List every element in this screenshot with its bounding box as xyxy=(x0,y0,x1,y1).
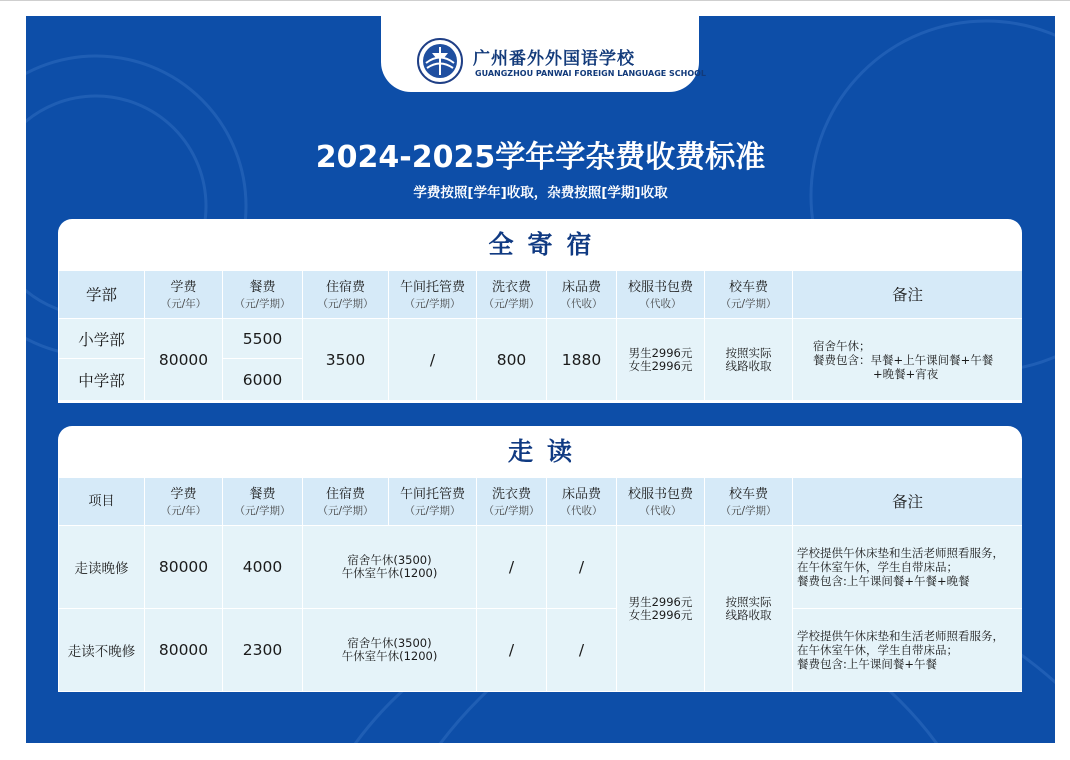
header-cell: 校服书包费 （代收） xyxy=(617,271,705,319)
boarding-fee-panel xyxy=(58,219,1022,403)
header-cell: 校车费 （元/学期） xyxy=(705,478,793,526)
header-cell: 学费 （元/年） xyxy=(145,478,223,526)
day-bedding-fee: / xyxy=(547,526,617,609)
day-tuition: 80000 xyxy=(145,609,223,692)
table-header-row xyxy=(59,478,1023,526)
boarding-noon-care-fee: / xyxy=(389,319,477,401)
day-care-options: 宿舍午休(3500) 午休室午休(1200) xyxy=(303,609,477,692)
day-uniform-fee: 男生2996元 女生2996元 xyxy=(617,526,705,692)
header-cell: 餐费 （元/学期） xyxy=(223,271,303,319)
day-bus-fee: 按照实际 线路收取 xyxy=(705,526,793,692)
boarding-uniform-fee: 男生2996元 女生2996元 xyxy=(617,319,705,401)
boarding-bus-fee: 按照实际 线路收取 xyxy=(705,319,793,401)
day-meal-fee: 4000 xyxy=(223,526,303,609)
header-cell: 校车费 （元/学期） xyxy=(705,271,793,319)
school-name-chinese: 广州番外外国语学校 xyxy=(473,49,635,69)
header-cell: 学费 （元/年） xyxy=(145,271,223,319)
header-cell: 备注 xyxy=(793,478,1023,526)
boarding-tuition: 80000 xyxy=(145,319,223,401)
boarding-panel-title: 全寄宿 xyxy=(488,230,606,259)
division-primary: 小学部 xyxy=(59,319,145,359)
day-bedding-fee: / xyxy=(547,609,617,692)
top-border-line xyxy=(0,0,1070,1)
day-meal-fee: 2300 xyxy=(223,609,303,692)
boarding-fee-table xyxy=(58,270,1022,401)
day-notes: 学校提供午休床垫和生活老师照看服务， 在午休室午休，学生自带床品； 餐费包含:上午课间餐+午餐 xyxy=(793,609,1023,692)
meal-fee-primary: 5500 xyxy=(223,319,303,359)
header-cell: 洗衣费 （元/学期） xyxy=(477,271,547,319)
day-laundry-fee: / xyxy=(477,526,547,609)
day-item-no-evening-study: 走读不晚修 xyxy=(59,609,145,692)
boarding-bedding-fee: 1880 xyxy=(547,319,617,401)
table-row xyxy=(59,609,1023,692)
table-row xyxy=(59,319,1023,359)
school-logo-tab xyxy=(381,16,707,92)
day-panel-title: 走读 xyxy=(507,437,586,466)
day-notes: 学校提供午休床垫和生活老师照看服务， 在午休室午休，学生自带床品； 餐费包含:上午课间餐+午餐+晚餐 xyxy=(793,526,1023,609)
day-item-evening-study: 走读晚修 xyxy=(59,526,145,609)
day-care-options: 宿舍午休(3500) 午休室午休(1200) xyxy=(303,526,477,609)
header-cell: 备注 xyxy=(793,271,1023,319)
fee-poster xyxy=(26,16,1055,743)
header-cell: 餐费 （元/学期） xyxy=(223,478,303,526)
header-cell: 洗衣费 （元/学期） xyxy=(477,478,547,526)
day-fee-table xyxy=(58,477,1022,692)
boarding-accommodation-fee: 3500 xyxy=(303,319,389,401)
header-cell: 住宿费 （元/学期） xyxy=(303,271,389,319)
school-name-english: GUANGZHOU PANWAI FOREIGN LANGUAGE SCHOOL xyxy=(475,69,707,78)
header-cell: 午间托管费 （元/学期） xyxy=(389,478,477,526)
header-cell: 住宿费 （元/学期） xyxy=(303,478,389,526)
page-title: 2024-2025学年学杂费收费标准 xyxy=(315,140,766,175)
table-row xyxy=(59,526,1023,609)
header-cell: 午间托管费 （元/学期） xyxy=(389,271,477,319)
header-cell: 学部 xyxy=(59,271,145,319)
boarding-laundry-fee: 800 xyxy=(477,319,547,401)
table-header-row xyxy=(59,271,1023,319)
day-laundry-fee: / xyxy=(477,609,547,692)
header-cell: 床品费 （代收） xyxy=(547,271,617,319)
header-cell: 床品费 （代收） xyxy=(547,478,617,526)
header-cell: 项目 xyxy=(59,478,145,526)
boarding-notes: 宿舍午休； 餐费包含：早餐+上午课间餐+午餐 +晚餐+宵夜 xyxy=(793,319,1023,401)
header-cell: 校服书包费 （代收） xyxy=(617,478,705,526)
day-tuition: 80000 xyxy=(145,526,223,609)
school-emblem-icon xyxy=(417,38,463,84)
day-student-fee-panel xyxy=(58,426,1022,692)
division-secondary: 中学部 xyxy=(59,359,145,401)
meal-fee-secondary: 6000 xyxy=(223,359,303,401)
page-subtitle: 学费按照[学年]收取，杂费按照[学期]收取 xyxy=(413,185,668,201)
